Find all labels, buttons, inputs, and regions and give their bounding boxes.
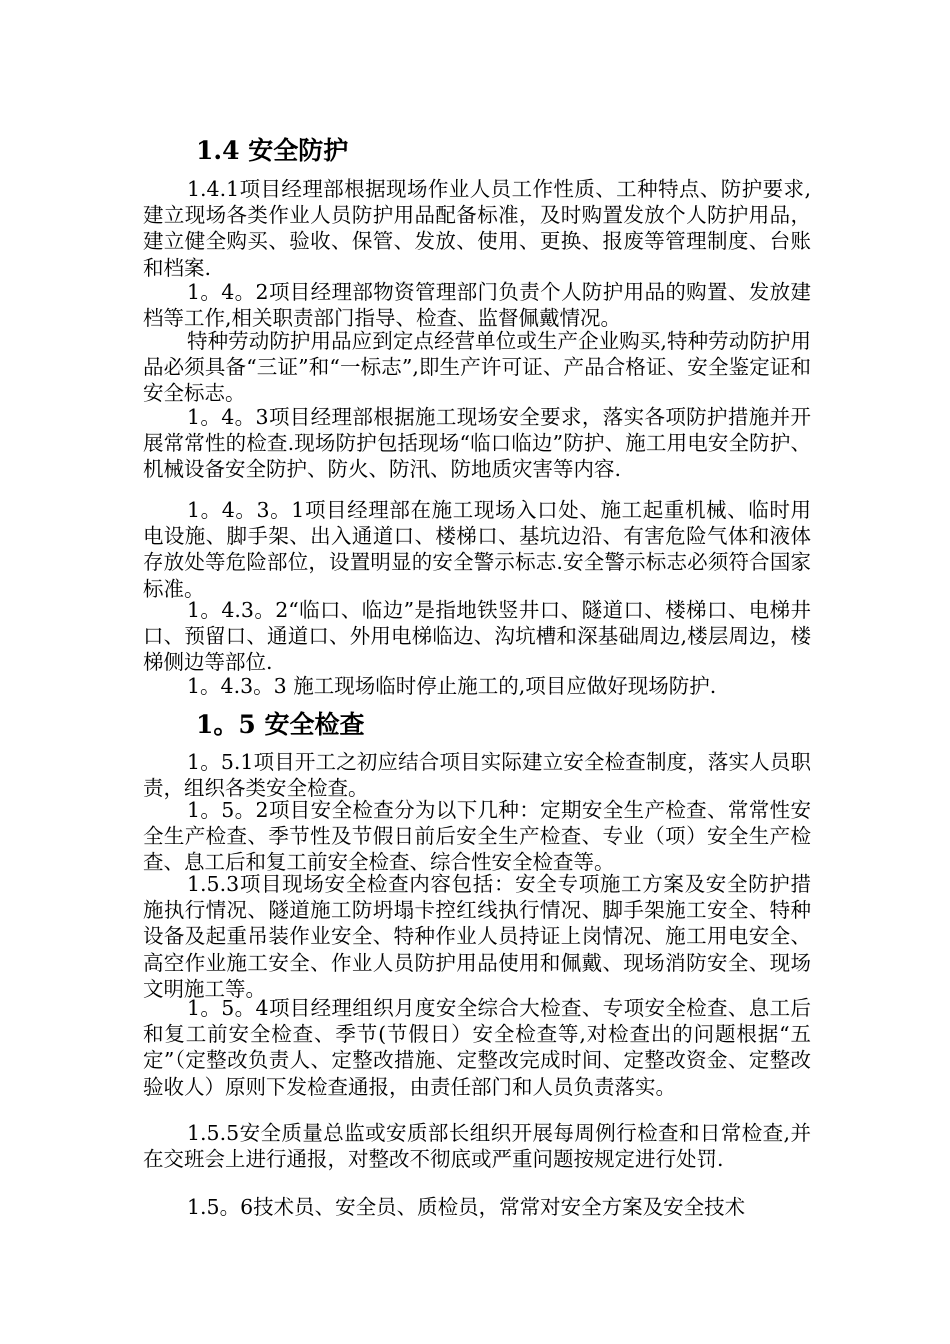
paragraph-1-4-3: 1。4。3项目经理部根据施工现场安全要求，落实各项防护措施并开展常常性的检查.现场防护包括现场“临口临边”防护、施工用电安全防护、机械设备安全防护、防火、防汛、防地质灾害等内容. bbox=[143, 405, 811, 482]
section-heading-1-4: 1.4 安全防护 bbox=[196, 136, 349, 165]
paragraph-1-5-6: 1.5。6技术员、安全员、质检员，常常对安全方案及安全技术 bbox=[187, 1195, 746, 1219]
paragraph-1-5-3: 1.5.3项目现场安全检查内容包括：安全专项施工方案及安全防护措施执行情况、隧道施工防坍塌卡控红线执行情况、脚手架施工安全、特种设备及起重吊装作业安全、特种作业人员持证上岗情况、施工用电安全、高空作业施工安全、作业人员防护用品使用和佩戴、现场消防安全、现场文明施工等。 bbox=[143, 872, 811, 1001]
paragraph-1-4-3-3: 1。4.3。3 施工现场临时停止施工的,项目应做好现场防护. bbox=[187, 674, 717, 698]
paragraph-1-5-5: 1.5.5安全质量总监或安质部长组织开展每周例行检查和日常检查,并在交班会上进行通报，对整改不彻底或严重问题按规定进行处罚. bbox=[143, 1121, 811, 1172]
paragraph-1-4-3-1: 1。4。3。1项目经理部在施工现场入口处、施工起重机械、临时用电设施、脚手架、出入通道口、楼梯口、基坑边沿、有害危险气体和液体存放处等危险部位，设置明显的安全警示标志.安全警示标志必须符合国家标准。 bbox=[143, 498, 811, 601]
paragraph-1-4-2: 1。4。2项目经理部物资管理部门负责个人防护用品的购置、发放建档等工作,相关职责部门指导、检查、监督佩戴情况。 bbox=[143, 280, 811, 331]
paragraph-special-ppe: 特种劳动防护用品应到定点经营单位或生产企业购买,特种劳动防护用品必须具备“三证”和“一标志”,即生产许可证、产品合格证、安全鉴定证和安全标志。 bbox=[143, 329, 811, 406]
paragraph-1-5-4: 1。5。4项目经理组织月度安全综合大检查、专项安全检查、息工后和复工前安全检查、季节(节假日）安全检查等,对检查出的问题根据“五定”（定整改负责人、定整改措施、定整改完成时间、定整改资金、定整改验收人）原则下发检查通报，由责任部门和人员负责落实。 bbox=[143, 996, 811, 1099]
paragraph-1-5-1: 1。5.1项目开工之初应结合项目实际建立安全检查制度，落实人员职责，组织各类安全检查。 bbox=[143, 750, 811, 801]
paragraph-1-5-2: 1。5。2项目安全检查分为以下几种：定期安全生产检查、常常性安全生产检查、季节性及节假日前后安全生产检查、专业（项）安全生产检查、息工后和复工前安全检查、综合性安全检查等。 bbox=[143, 798, 811, 875]
paragraph-1-4-1: 1.4.1项目经理部根据现场作业人员工作性质、工种特点、防护要求,建立现场各类作业人员防护用品配备标准，及时购置发放个人防护用品，建立健全购买、验收、保管、发放、使用、更换、报废等管理制度、台账和档案. bbox=[143, 177, 811, 280]
paragraph-1-4-3-2: 1。4.3。2“临口、临边”是指地铁竖井口、隧道口、楼梯口、电梯井口、预留口、通道口、外用电梯临边、沟坑槽和深基础周边,楼层周边，楼梯侧边等部位. bbox=[143, 598, 811, 675]
section-heading-1-5: 1。5 安全检查 bbox=[196, 710, 365, 739]
